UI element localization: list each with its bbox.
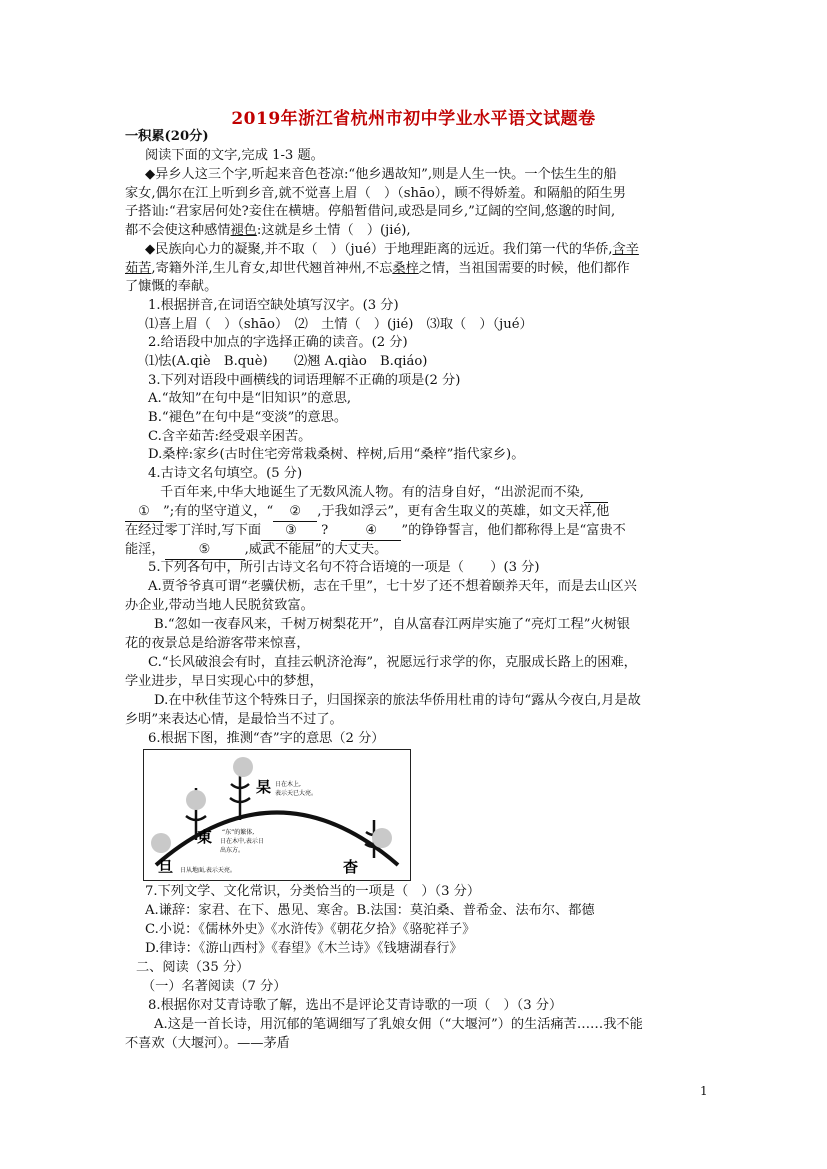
sun-icon [372, 828, 392, 848]
passage-line: 了慷慨的奉献。 [125, 279, 218, 294]
sun-icon [233, 757, 253, 777]
tree-mid [230, 772, 250, 820]
char-gao: 杲 [256, 778, 272, 796]
passage-line: 都不会使这种感情褪色:这就是乡土情（ ）(jié), [125, 223, 411, 238]
char-dan: 旦 [158, 858, 174, 876]
dong-note: 出东方。 [220, 847, 245, 854]
passage-line: ◆民族向心力的凝聚,并不取（ ）（jué）于地理距离的远近。我们第一代的华侨,含辛 [145, 242, 639, 257]
option-a: A.这是一首长诗，用沉郁的笔调细写了乳娘女佣（“大堰河”）的生活痛苦……我不能 [154, 1017, 643, 1032]
question-4: 4.古诗文名句填空。(5 分) [148, 466, 303, 481]
character-figure [143, 749, 411, 881]
option-b: B.“褪色”在句中是“变淡”的意思。 [148, 410, 348, 425]
question-8: 8.根据你对艾青诗歌了解，选出不是评论艾青诗歌的一项（ ）（3 分） [148, 998, 563, 1013]
question-2: 2.给语段中加点的字选择正确的读音。(2 分) [148, 335, 408, 350]
option-b-cont: 花的夜景总是给游客带来惊喜， [125, 636, 310, 651]
question-6: 6.根据下图，推测“杳”字的意思（2 分） [148, 731, 385, 746]
question-7: 7.下列文学、文化常识，分类恰当的一项是（ ）（3 分） [145, 884, 481, 899]
question-3: 3.下列对语段中画横线的词语理解不正确的项是(2 分) [148, 373, 461, 388]
question-1-items: ⑴喜上眉（ ）（shāo） ⑵ 土情（ ）(jié) ⑶取（ ）（jué） [145, 317, 533, 332]
option-a-cont: 办企业,带动当地人民脱贫致富。 [125, 598, 314, 613]
char-dong: 東 [197, 828, 213, 846]
section-heading: 一积累(20分) [125, 129, 209, 144]
dong-note: “东”的繁体, [222, 829, 255, 836]
passage-line: ① ”;有的坚守道义，“ ② ,于我如浮云”，更有舍生取义的英雄，如文天祥,他 [125, 503, 609, 522]
passage-line: 能淫， ⑤ ,威武不能屈”的大丈夫。 [125, 541, 387, 560]
passage-line: ◆异乡人这三个字,听起来音色苍凉:“他乡遇故知”,则是人生一快。一个怯生生的船 [145, 167, 617, 182]
option-a: A.贾爷爷真可谓“老骥伏枥，志在千里”，七十岁了还不想着颐养天年，而是去山区兴 [148, 579, 637, 594]
sun-icon [151, 833, 171, 853]
sun-arc-illustration [144, 750, 410, 880]
passage-line: 在经过零丁洋时,写下面 ③ ? ④ ”的铮铮誓言，他们都称得上是“富贵不 [125, 522, 626, 541]
passage-line: 家女,偶尔在江上听到乡音,就不觉喜上眉（ ）（shāo），顾不得娇羞。和隔船的陌生男 [125, 186, 626, 201]
option-b: B.“忽如一夜春风来，千树万树梨花开”，自从富春江两岸实施了“亮灯工程”火树银 [154, 617, 631, 632]
option-c-cont: 学业进步，早日实现心中的梦想， [125, 674, 323, 689]
page-title: 2019年浙江省杭州市初中学业水平语文试题卷 [231, 109, 596, 129]
passage-line: 千百年来,中华大地诞生了无数风流人物。有的洁身自好，“出淤泥而不染, [160, 484, 608, 503]
char-yao: 杳 [343, 858, 359, 876]
question-2-items: ⑴怯(A.qiè B.què) ⑵翘 A.qiào B.qiáo) [145, 354, 428, 369]
option-d: D.在中秋佳节这个特殊日子，归国探亲的旅法华侨用杜甫的诗句“露从今夜白,月是故 [154, 693, 641, 708]
section-heading: 二、阅读（35 分） [136, 960, 250, 975]
question-5: 5.下列各句中，所引古诗文名句不符合语境的一项是（ ）(3 分) [148, 560, 540, 575]
option-a: A.谦辞：家君、在下、愚见、寒舍。B.法国：莫泊桑、普希金、法布尔、都德 [145, 903, 595, 918]
gao-note: 表示天已大亮。 [275, 790, 318, 797]
page-number: 1 [700, 1084, 708, 1098]
option-c: C.含辛茹苦:经受艰辛困苦。 [148, 429, 312, 444]
option-c: C.“长风破浪会有时，直挂云帆济沧海”，祝愿远行求学的你，克服成长路上的困难， [148, 655, 637, 670]
intro-line: 阅读下面的文字,完成 1-3 题。 [145, 148, 324, 163]
option-d: D.桑梓:家乡(古时住宅旁常栽桑树、梓树,后用“桑梓”指代家乡)。 [148, 447, 525, 462]
passage-line: 子搭讪:“君家居何处?妾住在横塘。停船暂借问,或恐是同乡,”辽阔的空间,悠邈的时间, [125, 204, 616, 219]
option-a-cont: 不喜欢（大堰河）。——茅盾 [125, 1036, 290, 1051]
dong-note: 日在木中,表示日 [220, 838, 264, 845]
option-d: D.律诗：《游山西村》《春望》《木兰诗》《钱塘湖春行》 [145, 941, 463, 956]
question-1: 1.根据拼音,在词语空缺处填写汉字。(3 分) [148, 298, 399, 313]
option-c: C.小说：《儒林外史》《水浒传》《朝花夕拾》《骆驼祥子》 [145, 922, 476, 937]
subsection-heading: （一）名著阅读（7 分） [142, 979, 287, 994]
sun-icon [186, 790, 206, 810]
option-a: A.“故知”在句中是“旧知识”的意思, [148, 391, 352, 406]
passage-line: 茹苦,寄籍外洋,生儿育女,却世代翘首神州,不忘桑梓之情，当祖国需要的时候，他们都作 [125, 261, 630, 276]
option-d-cont: 乡明”来表达心情，是最恰当不过了。 [125, 712, 343, 727]
gao-note: 日在木上, [275, 781, 301, 788]
dan-note: 日从地面,表示天亮。 [180, 867, 236, 874]
